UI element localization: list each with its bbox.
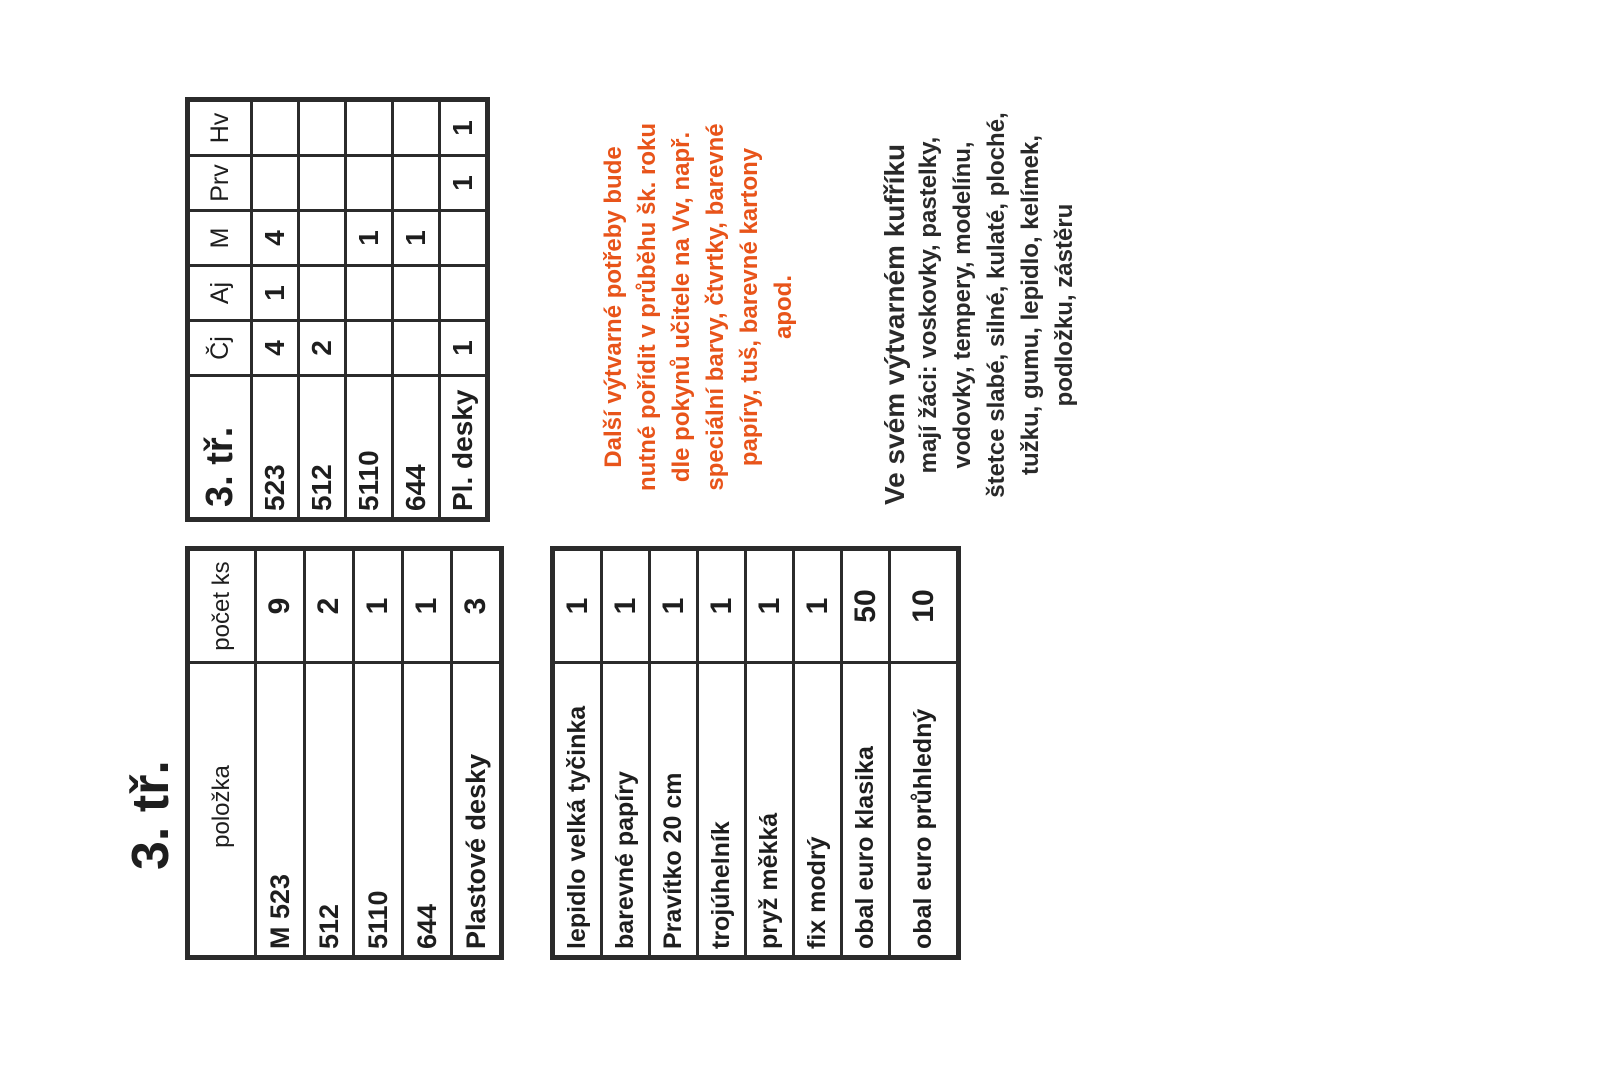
cell [252, 100, 299, 156]
header-subject: Prv [188, 156, 252, 211]
book-code: 5110 [346, 376, 393, 520]
table-header-row [188, 100, 252, 520]
cell [252, 156, 299, 211]
item-label: Plastové desky [452, 663, 502, 958]
cell [346, 266, 393, 321]
cell: 1 [440, 156, 488, 211]
cell: 4 [252, 321, 299, 376]
supply-count: 1 [650, 549, 698, 663]
art-case-note-heading: Ve svém výtvarném kufříku [879, 143, 910, 505]
item-count: 1 [354, 549, 403, 663]
cell: 1 [252, 266, 299, 321]
table-row [698, 549, 746, 958]
supply-count: 1 [602, 549, 650, 663]
supply-label: obal euro průhledný [890, 663, 959, 958]
cell [393, 266, 440, 321]
cell [299, 156, 346, 211]
table-row [440, 100, 488, 520]
book-code: Pl. desky [440, 376, 488, 520]
table-row [299, 100, 346, 520]
cell [346, 100, 393, 156]
table-row [650, 549, 698, 958]
table-row [452, 549, 502, 958]
table-row [346, 100, 393, 520]
header-subject: M [188, 211, 252, 266]
book-code: 523 [252, 376, 299, 520]
cell: 1 [440, 100, 488, 156]
table-row [393, 100, 440, 520]
supply-count: 1 [698, 549, 746, 663]
cell [393, 321, 440, 376]
item-count: 9 [256, 549, 305, 663]
cell [299, 211, 346, 266]
table-row [403, 549, 452, 958]
supply-label: lepidlo velká tyčinka [553, 663, 602, 958]
supply-count: 1 [746, 549, 794, 663]
table-row [305, 549, 354, 958]
cell: 2 [299, 321, 346, 376]
header-subject: Aj [188, 266, 252, 321]
header-count: počet ks [188, 549, 256, 663]
supply-count: 10 [890, 549, 959, 663]
table-row [842, 549, 890, 958]
header-subject: Hv [188, 100, 252, 156]
item-label: 644 [403, 663, 452, 958]
header-class: 3. tř. [188, 376, 252, 520]
table-row [794, 549, 842, 958]
table-row [553, 549, 602, 958]
art-case-note-body: mají žáci: voskovky, pastelky, vodovky, tempery, modelínu, štetce slabé, silné, kulaté, ploché, tužku, gumu, lepidlo, kelímek, podložku, zástěru [915, 112, 1078, 498]
subjects-table [185, 97, 490, 522]
table-row [890, 549, 959, 958]
cell [299, 100, 346, 156]
cell [346, 321, 393, 376]
cell [299, 266, 346, 321]
cell: 1 [440, 321, 488, 376]
header-subject: Čj [188, 321, 252, 376]
art-case-note [878, 105, 1082, 505]
table-header-row [188, 549, 256, 958]
supply-label: barevné papíry [602, 663, 650, 958]
book-code: 512 [299, 376, 346, 520]
table-row [252, 100, 299, 520]
supply-label: Pravítko 20 cm [650, 663, 698, 958]
cell [393, 100, 440, 156]
supply-count: 1 [794, 549, 842, 663]
item-label: M 523 [256, 663, 305, 958]
art-supplies-note: Další výtvarné potřeby bude nutné pořídit v průběhu šk. roku dle pokynů učitele na Vv, např. speciální barvy, čtvrtky, barevné papíry, tuš, barevné kartony apod. [600, 123, 797, 492]
cell [393, 156, 440, 211]
supply-label: pryž měkká [746, 663, 794, 958]
cell: 1 [346, 211, 393, 266]
table-row [746, 549, 794, 958]
cell: 1 [393, 211, 440, 266]
cell [440, 266, 488, 321]
supply-label: fix modrý [794, 663, 842, 958]
item-count: 3 [452, 549, 502, 663]
header-item: položka [188, 663, 256, 958]
supply-label: trojúhelník [698, 663, 746, 958]
cell [440, 211, 488, 266]
book-code: 644 [393, 376, 440, 520]
cell: 4 [252, 211, 299, 266]
item-label: 512 [305, 663, 354, 958]
table-row [256, 549, 305, 958]
item-label: 5110 [354, 663, 403, 958]
table-row [602, 549, 650, 958]
item-count: 2 [305, 549, 354, 663]
table-row [354, 549, 403, 958]
supply-label: obal euro klasika [842, 663, 890, 958]
item-count: 1 [403, 549, 452, 663]
page-title: 3. tř. [122, 760, 180, 870]
cell [346, 156, 393, 211]
supplies-table [550, 546, 961, 960]
supply-count: 1 [553, 549, 602, 663]
items-table [185, 546, 504, 960]
supply-count: 50 [842, 549, 890, 663]
